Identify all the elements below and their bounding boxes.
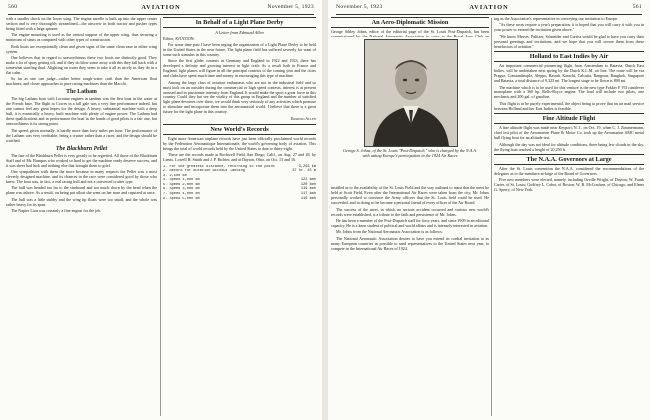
- paragraph: Mr. Johns from the National Aeronautic Association is as follows:: [336, 229, 443, 235]
- article-title-holland-east-indies: Holland to East Indies by Air: [494, 51, 644, 62]
- right-date: November 5, 1923: [336, 4, 383, 10]
- table-cell-label: 8. Speed 5,000 km: [163, 196, 200, 201]
- section-heading-latham: The Latham: [66, 89, 97, 96]
- portrait-figure: [331, 37, 489, 172]
- records-table: [163, 165, 316, 202]
- paragraph: The National Aeronautic Association desires to have you extend its cordial invitation to as many European countries as possible to send representatives to the United States next year, to compete in the International Air Races of 1924.: [331, 235, 489, 251]
- paragraph: After the St. Louis convention the N.A.A. considered the recommendations of the delegates as to the members-at-large of the Board of Governors.: [494, 166, 644, 177]
- article-subtitle: A Letter from Edmund Allen: [215, 30, 264, 35]
- right-header-rule: [336, 14, 642, 15]
- paragraph: Five new members were elected, namely, including Orville Wright, of Dayton; W. Frank Carter, of St. Louis; Godfrey L. Cabot, of Boston; W. B. McCracken, of Chicago, and Elmer G. Sperry, of New York.: [494, 177, 644, 193]
- article-title-altitude-flight: Fine Altitude Flight: [494, 113, 644, 124]
- paragraph: ing as the Association's representative in conveying our invitation to Europe.: [494, 17, 619, 21]
- table-cell-label: 7. Speed 4,000 km: [163, 192, 200, 197]
- paragraph: The Napier Lion was certainly a fine engine for the job.: [11, 208, 102, 214]
- portrait-caption: George S. Johns, of the St. Louis "Post-Dispatch," who is charged by the N.A.A. with asking Europe's participation in the 1924 Air Races: [343, 148, 477, 158]
- paragraph: He has been a member of the Post-Dispatch staff for forty years, and since 1909 in an editorial capacity. He is a keen student of political and world affairs and is intensely interested in aviation.: [331, 218, 489, 229]
- paragraph: instilled as to the availability of the St. Louis Field and the way outlined to insist that the meet be held at Scott Field. Even after the International Air Races were taken from the city, Mr. Johns personally worked to convince the Army officers that the St. Louis field could be used. He succeeded, and in doing so he became a personal friend of every officer of the Air Board.: [331, 185, 489, 206]
- paragraph: with a smaller chock on the lower wing. The engine nacelle is built up into the upper center section and is very thoroughly streamlined—the airscrew in both tractor and pusher types being fitted with a large spinner.: [6, 17, 157, 31]
- paragraph: The machine which is to be used for this venture is the new type Fokker F VII cantilever monoplane with a 360 hp. Rolls-Royce engine. The load will include two pilots, one mechanic and 200 gal. of gasoline.: [494, 84, 644, 100]
- portrait-photo: [364, 39, 458, 147]
- left-running-head: [8, 4, 314, 14]
- table-cell-value: 122 kmh: [300, 178, 316, 183]
- paragraph: Although the day was not ideal for altitude conditions, there being few clouds in the sky, the flying boat reached a height of 20,250 ft.: [494, 141, 644, 152]
- left-masthead: AVIATION: [141, 4, 181, 11]
- table-cell-label: 4. Speed 1,000 km: [163, 178, 200, 183]
- table-cell-value: 116 kmh: [300, 196, 316, 201]
- paragraph: George Sibley Johns, editor of the editorial page of the St. Louis Post-Dispatch, has been: [331, 29, 489, 34]
- paragraph: The hull was headed too far to the starboard and too much down by the head when the plane was ashore. As a result, on being put afloat she went on her nose and capsized at once.: [6, 185, 157, 196]
- letter-signature: Edmund Allen: [290, 115, 316, 121]
- paragraph: This flight is to be purely experimental, the object being to prove that an air mail service between Holland and her East Indies is feasible.: [494, 100, 644, 111]
- table-cell-label: 1. For the greatest distance, returning to the point: [163, 164, 276, 169]
- table-cell-value: 119 kmh: [300, 187, 316, 192]
- table-cell-value: 117 kmh: [300, 192, 316, 197]
- article-title-aero-diplomatic: An Aero-Diplomatic Mission: [331, 17, 489, 28]
- paragraph: Since the first glider contests in Germany and England in 1922 and 1923, there has developed a definite and growing interest in light craft. As a result both in France and England, light planes will figure in all the principal contests of the coming year and the cities and clubs have spent much time and money in encouraging this type of machine.: [163, 58, 316, 79]
- left-column-divider: [160, 18, 161, 416]
- article-title-world-records: New World's Records: [163, 124, 316, 135]
- table-cell-value: 120 kmh: [300, 182, 316, 187]
- paragraph: The engine mounting is used as the central support of the upper wing, thus securing a minimum of struts as compared with other types of construction.: [6, 32, 157, 43]
- table-cell-value: 3,293 km: [298, 164, 316, 169]
- left-date: November 5, 1923: [267, 4, 314, 10]
- right-running-head: [336, 4, 642, 14]
- paragraph: A fine altitude flight was made near Keyport, N. J., on Oct. 19, when C. J. Zimmermann, chief test pilot of the Aeromarine Plane & Motor Co. took up the Aeromarine AMC metal hull flying boat for an altitude test.: [494, 125, 644, 141]
- left-header-rule: [8, 14, 314, 15]
- paragraph: Both boats are exceptionally clean and given signs of the same clean ease in either wing system.: [6, 43, 157, 54]
- left-page: [0, 0, 322, 420]
- paragraph: The success of the meet, in which no serious accident occurred and various new world's records were established, is a tribute to the faith and persistence of Mr. Johns.: [331, 206, 489, 217]
- paragraph: So far as one can judge—rather better rough-water craft than the American float machines, and closer approaches to pure racing machines than the Macchi.: [6, 76, 157, 87]
- paragraph: For some time past I have been urging the organization of a Light Plane Derby to be held in the United States in the near future. The light plane field has suffered severely for want of some such stimulus in this country.: [163, 41, 316, 57]
- paragraph: The big Latham boat with Lorraine engines in tandem was the first boat in the water at the French base. The flight to Cowes in a fall gale was a very fine performance indeed, but one cannot feel any great hopes for the design. A heavy, substantial machine with a deep hull, it is essentially a heavy, built machine with plenty of engine power. The Latham had these qualifications and in performance the boat in the hands of good pilots is a fair one, but seaworthiness is its strong point.: [6, 96, 157, 127]
- table-cell-label: 3. 2,500 km: [163, 173, 187, 178]
- right-page-number: 561: [632, 4, 642, 10]
- paragraph: The fate of the Blackburn Pellet is very greatly to be regretted. All those of the Blackburn Staff and of Mr. Bumpus who worked so hard to get the machine ready deserve success, and it was sheer bad luck and nothing else that brought them to grief.: [6, 152, 157, 168]
- paragraph: "We know Messrs. Pulitzer, Schneider and Curtiss would be glad to have you carry their personal greetings and invitations, and we hope that you will secure them from these benefactors of aviation.": [494, 33, 644, 49]
- section-heading-pellet: The Blackburn Pellet: [55, 145, 108, 152]
- table-cell-value: 37 hr. 15 m: [292, 169, 316, 174]
- portrait-photo-icon: [365, 40, 457, 146]
- salutation: Editor, AVIATION:: [163, 35, 195, 41]
- paragraph: An important commercial pioneering flight from Amsterdam to Batavia, Dutch East Indies, will be undertaken next spring by the Dutch K.L.M. air line. The route will be via Prague, Constantinople, Aleppo, Basrah, Karachi, Calcutta, Rangoon, Bangkok, Singapore and Batavia, a total distance of 9,323 mi. The longest stage to be flown is 800 mi.: [494, 63, 644, 84]
- paragraph: The speed, given normally, is hardly more than forty miles per hour. The performance of the Latham was very creditable, being a cruiser rather than a racer, and the design should be watched.: [6, 127, 157, 143]
- right-column-divider: [491, 18, 492, 416]
- article-title-light-plane-derby: In Behalf of a Light Plane Derby: [163, 17, 316, 28]
- left-page-number: 560: [8, 4, 18, 10]
- table-cell-label: 6. Speed 3,000 km: [163, 187, 200, 192]
- paragraph: "As these races require a year's preparation, it is hoped that you will carry it with you in your power to extend the invitation given above.": [494, 22, 644, 33]
- paragraph: Among the large class of aviation enthusiasts who are not in the industrial field and so must look on an outsider during the commercial or high speed contests, interest is at present aroused and in passionate intensity from England. It would make the sport a great force in this country. Could they but see the vitality of this group in England and the number of satisfied light plane devotees over there, we would think very seriously of any activities which promise to stimulate and incorporate them into the aeronautical world. I believe that there is a great future for the light plane in this country.: [163, 79, 316, 115]
- right-column-2: [494, 17, 644, 417]
- left-column-1: [6, 17, 157, 417]
- table-row: [163, 197, 316, 202]
- paragraph: One believes that in regard to seaworthiness these two boats are distinctly good. They make a lot of spray getting off, and if they do blow some away with this they fall back with a somewhat startling thud. Alighting on water they seem to take it all as nicely as they do in a flat calm.: [6, 55, 157, 76]
- table-cell-label: 5. Speed 2,000 km: [163, 182, 200, 187]
- right-masthead: AVIATION: [469, 4, 509, 11]
- article-title-naa-governors: The N.A.A. Governors at Large: [494, 154, 644, 165]
- right-page: [328, 0, 650, 420]
- paragraph: One sympathizes with them the more because in many respects the Pellet was a most cleverly designed machine, and its chances in the race were considered good by those who knew. The boat was, in fact, a real racing hull and not a converted cruiser type.: [6, 169, 157, 184]
- paragraph: Eight more American airplane records have just been officially proclaimed world records by the Fédération Aéronautique Internationale, the world's governing body of aviation. This brings the total of world records held by the United States to date to thirty-eight.: [163, 135, 316, 151]
- left-column-2: [163, 17, 316, 417]
- table-cell-label: 2. Record for duration without landing: [163, 169, 245, 174]
- paragraph: These are the records made at Rockwell Field, San Diego, Calif., on Aug. 27 and 28, by Lieuts. Lowell H. Smith and J. P. Richter, and at Dayton, Ohio, on Oct. 15 and 16.: [163, 152, 316, 163]
- paragraph: The hull was a little stubby and the wing tip floats were too small, and the whole was rather heavy for its span.: [6, 196, 157, 207]
